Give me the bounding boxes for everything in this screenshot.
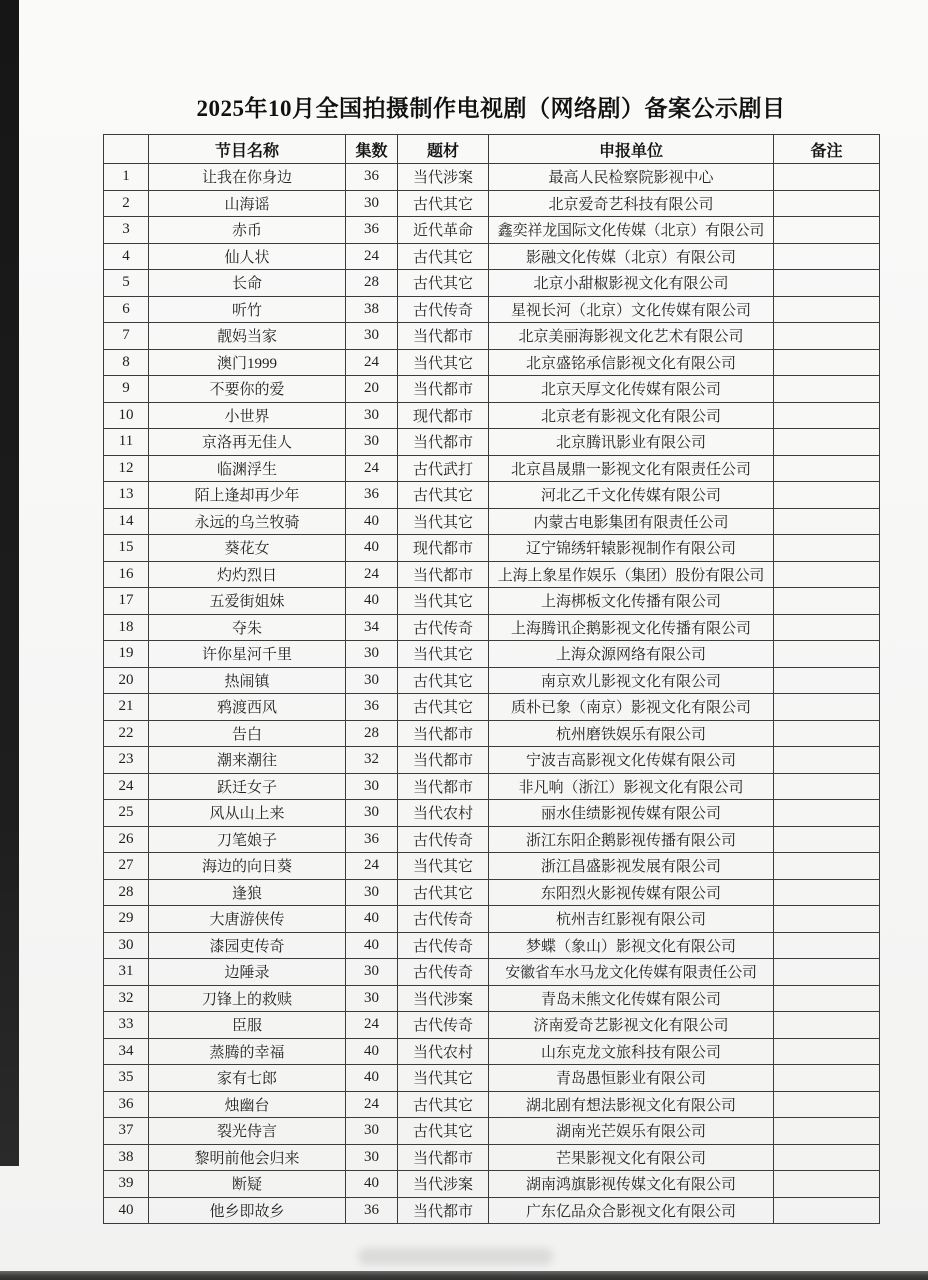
cell-note (774, 641, 880, 668)
cell-index: 27 (104, 853, 149, 880)
table-row (104, 588, 880, 615)
table-row (104, 985, 880, 1012)
table-row (104, 349, 880, 376)
cell-company: 南京欢儿影视文化有限公司 (489, 667, 774, 694)
cell-name: 夺朱 (149, 614, 346, 641)
cell-index: 28 (104, 879, 149, 906)
cell-genre: 古代其它 (398, 190, 489, 217)
cell-index: 20 (104, 667, 149, 694)
table-row (104, 1012, 880, 1039)
cell-episodes: 30 (346, 429, 398, 456)
cell-name: 灼灼烈日 (149, 561, 346, 588)
table-row (104, 402, 880, 429)
cell-episodes: 40 (346, 588, 398, 615)
cell-episodes: 24 (346, 1012, 398, 1039)
cell-company: 杭州吉红影视有限公司 (489, 906, 774, 933)
cell-company: 浙江昌盛影视发展有限公司 (489, 853, 774, 880)
cell-name: 刀笔娘子 (149, 826, 346, 853)
cell-company: 北京腾讯影业有限公司 (489, 429, 774, 456)
cell-index: 38 (104, 1144, 149, 1171)
cell-index: 4 (104, 243, 149, 270)
table-row (104, 561, 880, 588)
cell-name: 澳门1999 (149, 349, 346, 376)
cell-company: 湖南鸿旗影视传媒文化有限公司 (489, 1171, 774, 1198)
cell-episodes: 30 (346, 402, 398, 429)
cell-episodes: 30 (346, 800, 398, 827)
table-row (104, 1171, 880, 1198)
cell-episodes: 30 (346, 1118, 398, 1145)
table-row (104, 641, 880, 668)
table-row (104, 826, 880, 853)
cell-index: 18 (104, 614, 149, 641)
cell-index: 34 (104, 1038, 149, 1065)
cell-index: 6 (104, 296, 149, 323)
cell-episodes: 40 (346, 932, 398, 959)
cell-episodes: 32 (346, 747, 398, 774)
table-row (104, 243, 880, 270)
cell-genre: 现代都市 (398, 535, 489, 562)
cell-company: 鑫奕祥龙国际文化传媒（北京）有限公司 (489, 217, 774, 244)
table-row (104, 694, 880, 721)
table-row (104, 667, 880, 694)
cell-name: 逢狼 (149, 879, 346, 906)
cell-company: 上海众源网络有限公司 (489, 641, 774, 668)
cell-genre: 古代传奇 (398, 614, 489, 641)
table-row (104, 773, 880, 800)
cell-company: 宁波吉高影视文化传媒有限公司 (489, 747, 774, 774)
cell-genre: 古代其它 (398, 694, 489, 721)
table-row (104, 1144, 880, 1171)
cell-name: 跃迁女子 (149, 773, 346, 800)
cell-note (774, 323, 880, 350)
cell-note (774, 535, 880, 562)
table-row (104, 720, 880, 747)
cell-company: 青岛未熊文化传媒有限公司 (489, 985, 774, 1012)
cell-genre: 古代其它 (398, 1118, 489, 1145)
cell-episodes: 40 (346, 906, 398, 933)
faint-watermark (358, 1248, 553, 1265)
cell-index: 1 (104, 164, 149, 191)
col-header-note: 备注 (774, 135, 880, 164)
table-row (104, 932, 880, 959)
cell-genre: 当代其它 (398, 588, 489, 615)
cell-index: 12 (104, 455, 149, 482)
cell-index: 21 (104, 694, 149, 721)
table-row (104, 217, 880, 244)
cell-note (774, 720, 880, 747)
cell-genre: 当代其它 (398, 641, 489, 668)
cell-company: 青岛愚恒影业有限公司 (489, 1065, 774, 1092)
cell-genre: 古代传奇 (398, 906, 489, 933)
cell-note (774, 747, 880, 774)
cell-company: 北京美丽海影视文化艺术有限公司 (489, 323, 774, 350)
col-header-genre: 题材 (398, 135, 489, 164)
cell-episodes: 36 (346, 217, 398, 244)
cell-genre: 当代都市 (398, 720, 489, 747)
cell-genre: 当代都市 (398, 773, 489, 800)
cell-name: 刀锋上的救赎 (149, 985, 346, 1012)
table-row (104, 959, 880, 986)
cell-company: 北京老有影视文化有限公司 (489, 402, 774, 429)
cell-name: 裂光侍言 (149, 1118, 346, 1145)
cell-name: 臣服 (149, 1012, 346, 1039)
cell-index: 13 (104, 482, 149, 509)
cell-name: 热闹镇 (149, 667, 346, 694)
cell-index: 23 (104, 747, 149, 774)
cell-company: 上海梆板文化传播有限公司 (489, 588, 774, 615)
cell-name: 黎明前他会归来 (149, 1144, 346, 1171)
photo-left-edge (0, 0, 19, 1166)
table-row (104, 164, 880, 191)
cell-name: 长命 (149, 270, 346, 297)
cell-note (774, 694, 880, 721)
cell-note (774, 932, 880, 959)
cell-index: 31 (104, 959, 149, 986)
cell-genre: 古代其它 (398, 482, 489, 509)
cell-index: 36 (104, 1091, 149, 1118)
table-row (104, 535, 880, 562)
cell-note (774, 1012, 880, 1039)
cell-company: 北京昌晟鼎一影视文化有限责任公司 (489, 455, 774, 482)
cell-company: 芒果影视文化有限公司 (489, 1144, 774, 1171)
cell-name: 葵花女 (149, 535, 346, 562)
cell-index: 15 (104, 535, 149, 562)
cell-genre: 当代都市 (398, 747, 489, 774)
cell-genre: 当代农村 (398, 800, 489, 827)
cell-name: 海边的向日葵 (149, 853, 346, 880)
cell-episodes: 30 (346, 985, 398, 1012)
cell-genre: 古代传奇 (398, 1012, 489, 1039)
cell-company: 梦蝶（象山）影视文化有限公司 (489, 932, 774, 959)
cell-note (774, 879, 880, 906)
cell-episodes: 36 (346, 482, 398, 509)
cell-name: 听竹 (149, 296, 346, 323)
cell-index: 14 (104, 508, 149, 535)
cell-index: 24 (104, 773, 149, 800)
cell-note (774, 985, 880, 1012)
table-row (104, 190, 880, 217)
cell-genre: 当代其它 (398, 508, 489, 535)
cell-episodes: 36 (346, 694, 398, 721)
cell-company: 北京天厚文化传媒有限公司 (489, 376, 774, 403)
table-row (104, 853, 880, 880)
table-row (104, 906, 880, 933)
cell-name: 陌上逢却再少年 (149, 482, 346, 509)
cell-company: 河北乙千文化传媒有限公司 (489, 482, 774, 509)
cell-company: 质朴已象（南京）影视文化有限公司 (489, 694, 774, 721)
cell-episodes: 24 (346, 455, 398, 482)
cell-note (774, 959, 880, 986)
cell-note (774, 906, 880, 933)
cell-episodes: 30 (346, 667, 398, 694)
cell-note (774, 1118, 880, 1145)
cell-note (774, 429, 880, 456)
table-body (104, 164, 880, 1224)
cell-company: 浙江东阳企鹅影视传播有限公司 (489, 826, 774, 853)
cell-episodes: 30 (346, 641, 398, 668)
cell-index: 30 (104, 932, 149, 959)
table-row (104, 376, 880, 403)
cell-note (774, 190, 880, 217)
table-row (104, 1091, 880, 1118)
cell-note (774, 561, 880, 588)
cell-note (774, 376, 880, 403)
cell-company: 湖北剧有想法影视文化有限公司 (489, 1091, 774, 1118)
cell-index: 9 (104, 376, 149, 403)
cell-index: 2 (104, 190, 149, 217)
cell-episodes: 24 (346, 1091, 398, 1118)
cell-genre: 古代其它 (398, 667, 489, 694)
cell-episodes: 40 (346, 535, 398, 562)
cell-episodes: 38 (346, 296, 398, 323)
cell-genre: 近代革命 (398, 217, 489, 244)
cell-index: 5 (104, 270, 149, 297)
cell-episodes: 30 (346, 323, 398, 350)
cell-episodes: 24 (346, 561, 398, 588)
cell-note (774, 455, 880, 482)
cell-episodes: 30 (346, 879, 398, 906)
cell-name: 京洛再无佳人 (149, 429, 346, 456)
cell-name: 仙人状 (149, 243, 346, 270)
cell-company: 辽宁锦绣轩辕影视制作有限公司 (489, 535, 774, 562)
cell-name: 赤币 (149, 217, 346, 244)
cell-episodes: 24 (346, 853, 398, 880)
cell-genre: 现代都市 (398, 402, 489, 429)
table-row (104, 879, 880, 906)
cell-episodes: 40 (346, 1065, 398, 1092)
cell-index: 7 (104, 323, 149, 350)
table-row (104, 614, 880, 641)
cell-index: 17 (104, 588, 149, 615)
cell-genre: 当代其它 (398, 1065, 489, 1092)
cell-episodes: 36 (346, 164, 398, 191)
cell-genre: 当代涉案 (398, 1171, 489, 1198)
table-row (104, 1118, 880, 1145)
cell-genre: 当代都市 (398, 323, 489, 350)
cell-genre: 当代其它 (398, 853, 489, 880)
col-header-name: 节目名称 (149, 135, 346, 164)
cell-company: 东阳烈火影视传媒有限公司 (489, 879, 774, 906)
cell-genre: 当代都市 (398, 376, 489, 403)
cell-company: 上海上象星作娱乐（集团）股份有限公司 (489, 561, 774, 588)
table-row (104, 800, 880, 827)
cell-index: 32 (104, 985, 149, 1012)
cell-episodes: 36 (346, 826, 398, 853)
cell-index: 22 (104, 720, 149, 747)
cell-genre: 当代都市 (398, 1197, 489, 1224)
cell-index: 25 (104, 800, 149, 827)
cell-note (774, 667, 880, 694)
cell-index: 26 (104, 826, 149, 853)
cell-note (774, 1038, 880, 1065)
cell-note (774, 853, 880, 880)
cell-company: 最高人民检察院影视中心 (489, 164, 774, 191)
cell-name: 小世界 (149, 402, 346, 429)
cell-name: 临渊浮生 (149, 455, 346, 482)
cell-genre: 古代武打 (398, 455, 489, 482)
table-row (104, 296, 880, 323)
col-header-company: 申报单位 (489, 135, 774, 164)
table-row (104, 1065, 880, 1092)
cell-note (774, 773, 880, 800)
cell-note (774, 800, 880, 827)
cell-company: 星视长河（北京）文化传媒有限公司 (489, 296, 774, 323)
cell-index: 40 (104, 1197, 149, 1224)
cell-name: 蒸腾的幸福 (149, 1038, 346, 1065)
cell-name: 断疑 (149, 1171, 346, 1198)
cell-name: 让我在你身边 (149, 164, 346, 191)
cell-note (774, 588, 880, 615)
cell-company: 北京盛铭承信影视文化有限公司 (489, 349, 774, 376)
cell-genre: 当代都市 (398, 561, 489, 588)
cell-genre: 古代传奇 (398, 932, 489, 959)
cell-episodes: 40 (346, 1171, 398, 1198)
cell-index: 39 (104, 1171, 149, 1198)
cell-company: 山东克龙文旅科技有限公司 (489, 1038, 774, 1065)
cell-name: 靓妈当家 (149, 323, 346, 350)
cell-company: 济南爱奇艺影视文化有限公司 (489, 1012, 774, 1039)
cell-company: 丽水佳绩影视传媒有限公司 (489, 800, 774, 827)
table-row (104, 1038, 880, 1065)
table-row (104, 429, 880, 456)
cell-episodes: 20 (346, 376, 398, 403)
cell-company: 湖南光芒娱乐有限公司 (489, 1118, 774, 1145)
table-row (104, 508, 880, 535)
cell-company: 北京爱奇艺科技有限公司 (489, 190, 774, 217)
cell-episodes: 28 (346, 270, 398, 297)
table-row (104, 270, 880, 297)
cell-company: 上海腾讯企鹅影视文化传播有限公司 (489, 614, 774, 641)
cell-genre: 古代其它 (398, 270, 489, 297)
cell-episodes: 30 (346, 959, 398, 986)
cell-company: 广东亿品众合影视文化有限公司 (489, 1197, 774, 1224)
cell-note (774, 508, 880, 535)
cell-index: 16 (104, 561, 149, 588)
cell-genre: 古代传奇 (398, 826, 489, 853)
cell-episodes: 30 (346, 190, 398, 217)
cell-note (774, 296, 880, 323)
cell-genre: 当代都市 (398, 429, 489, 456)
cell-genre: 古代其它 (398, 243, 489, 270)
cell-note (774, 243, 880, 270)
cell-company: 内蒙古电影集团有限责任公司 (489, 508, 774, 535)
cell-name: 告白 (149, 720, 346, 747)
cell-name: 潮来潮往 (149, 747, 346, 774)
cell-index: 8 (104, 349, 149, 376)
cell-note (774, 1171, 880, 1198)
table-row (104, 482, 880, 509)
cell-genre: 当代农村 (398, 1038, 489, 1065)
cell-genre: 古代传奇 (398, 296, 489, 323)
cell-genre: 古代传奇 (398, 959, 489, 986)
cell-note (774, 1197, 880, 1224)
cell-note (774, 164, 880, 191)
cell-index: 37 (104, 1118, 149, 1145)
drama-record-table (103, 134, 880, 1224)
cell-index: 10 (104, 402, 149, 429)
photo-bottom-edge (0, 1271, 928, 1280)
cell-genre: 古代其它 (398, 1091, 489, 1118)
cell-index: 29 (104, 906, 149, 933)
table-row (104, 455, 880, 482)
cell-note (774, 482, 880, 509)
cell-name: 山海谣 (149, 190, 346, 217)
cell-genre: 古代其它 (398, 879, 489, 906)
cell-episodes: 36 (346, 1197, 398, 1224)
cell-episodes: 28 (346, 720, 398, 747)
cell-index: 19 (104, 641, 149, 668)
cell-genre: 当代其它 (398, 349, 489, 376)
cell-note (774, 217, 880, 244)
cell-company: 杭州磨铁娱乐有限公司 (489, 720, 774, 747)
cell-company: 影融文化传媒（北京）有限公司 (489, 243, 774, 270)
cell-note (774, 1065, 880, 1092)
cell-note (774, 270, 880, 297)
cell-episodes: 24 (346, 349, 398, 376)
cell-note (774, 402, 880, 429)
page-title: 2025年10月全国拍摄制作电视剧（网络剧）备案公示剧目 (196, 96, 786, 121)
cell-note (774, 826, 880, 853)
table-row (104, 747, 880, 774)
cell-episodes: 40 (346, 1038, 398, 1065)
col-header-episodes: 集数 (346, 135, 398, 164)
cell-note (774, 349, 880, 376)
cell-company: 非凡响（浙江）影视文化有限公司 (489, 773, 774, 800)
cell-name: 鸦渡西风 (149, 694, 346, 721)
cell-company: 北京小甜椒影视文化有限公司 (489, 270, 774, 297)
cell-name: 大唐游侠传 (149, 906, 346, 933)
cell-episodes: 24 (346, 243, 398, 270)
cell-name: 漆园吏传奇 (149, 932, 346, 959)
cell-name: 烛幽台 (149, 1091, 346, 1118)
cell-name: 边陲录 (149, 959, 346, 986)
cell-genre: 当代都市 (398, 1144, 489, 1171)
cell-genre: 当代涉案 (398, 985, 489, 1012)
cell-note (774, 1091, 880, 1118)
cell-index: 3 (104, 217, 149, 244)
table-row (104, 323, 880, 350)
cell-genre: 当代涉案 (398, 164, 489, 191)
cell-name: 许你星河千里 (149, 641, 346, 668)
cell-episodes: 30 (346, 773, 398, 800)
table-row (104, 1197, 880, 1224)
header-row (104, 135, 880, 164)
cell-index: 35 (104, 1065, 149, 1092)
cell-index: 33 (104, 1012, 149, 1039)
cell-name: 家有七郎 (149, 1065, 346, 1092)
cell-index: 11 (104, 429, 149, 456)
cell-name: 永远的乌兰牧骑 (149, 508, 346, 535)
cell-name: 五爱街姐妹 (149, 588, 346, 615)
cell-note (774, 614, 880, 641)
col-header-index (104, 135, 149, 164)
cell-name: 风从山上来 (149, 800, 346, 827)
cell-episodes: 30 (346, 1144, 398, 1171)
cell-name: 不要你的爱 (149, 376, 346, 403)
cell-note (774, 1144, 880, 1171)
cell-name: 他乡即故乡 (149, 1197, 346, 1224)
cell-episodes: 40 (346, 508, 398, 535)
cell-episodes: 34 (346, 614, 398, 641)
table-header (104, 135, 880, 164)
cell-company: 安徽省车水马龙文化传媒有限责任公司 (489, 959, 774, 986)
